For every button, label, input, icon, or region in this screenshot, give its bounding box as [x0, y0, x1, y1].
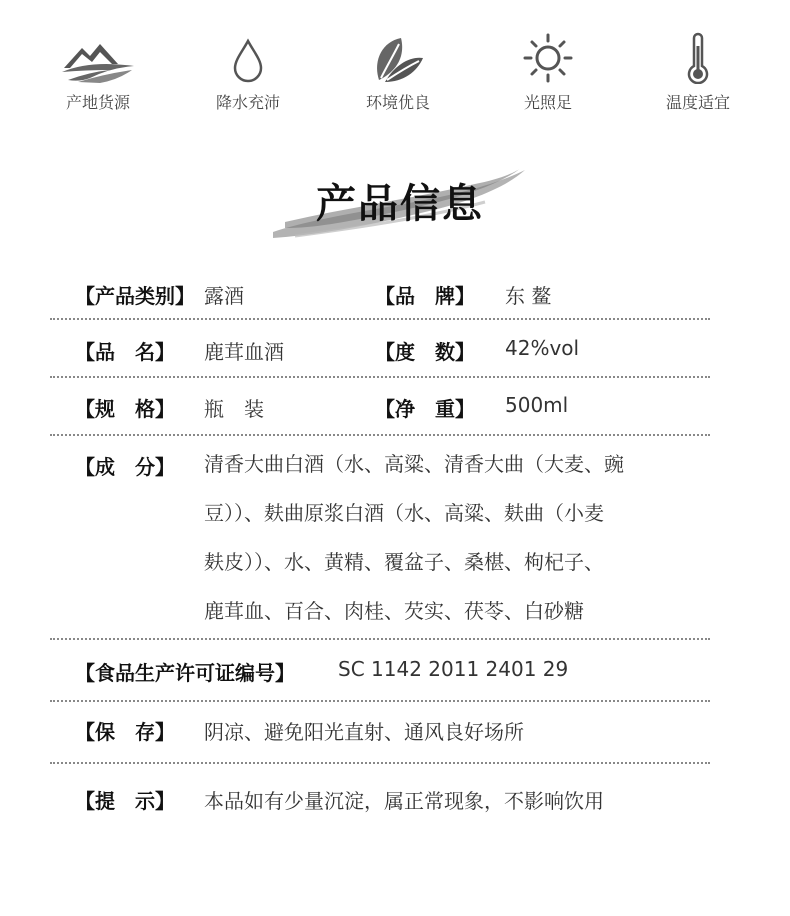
mountain-icon — [60, 38, 136, 84]
feature-icons-row — [0, 30, 790, 120]
brand-label: 【品 牌】 — [375, 284, 475, 308]
feature-label: 光照足 — [523, 93, 572, 112]
degree-value: 42%vol — [505, 336, 580, 360]
storage-label: 【保 存】 — [75, 720, 175, 744]
name-label: 【品 名】 — [75, 340, 175, 364]
license-value: SC 1142 2011 2401 29 — [338, 657, 569, 681]
ingredients-line: 鹿茸血、百合、肉桂、芡实、茯苓、白砂糖 — [204, 599, 584, 623]
ingredients-line: 清香大曲白酒（水、高粱、清香大曲（大麦、豌 — [204, 452, 624, 476]
feature-origin — [33, 30, 163, 113]
category-value: 露酒 — [204, 284, 244, 308]
notice-value: 本品如有少量沉淀，属正常现象，不影响饮用 — [204, 789, 604, 813]
feature-label: 环境优良 — [365, 93, 430, 112]
feature-label: 降水充沛 — [215, 93, 280, 112]
storage-value: 阴凉、避免阳光直射、通风良好场所 — [204, 720, 524, 744]
sun-icon — [522, 32, 574, 84]
dotted-divider — [50, 318, 710, 320]
dotted-divider — [50, 700, 710, 702]
feature-temperature — [633, 30, 763, 113]
feature-label: 产地货源 — [65, 93, 130, 112]
ingredients-value — [204, 440, 704, 636]
brand-value: 东 鳌 — [505, 284, 552, 308]
package-value: 瓶 装 — [204, 397, 264, 421]
thermometer-icon — [686, 32, 710, 84]
degree-label: 【度 数】 — [375, 340, 475, 364]
weight-value: 500ml — [505, 393, 569, 417]
notice-label: 【提 示】 — [75, 789, 175, 813]
dotted-divider — [50, 762, 710, 764]
ingredients-label: 【成 分】 — [75, 455, 175, 479]
name-value: 鹿茸血酒 — [204, 340, 284, 364]
category-label: 【产品类别】 — [75, 284, 195, 308]
dotted-divider — [50, 376, 710, 378]
dotted-divider — [50, 638, 710, 640]
feature-environment — [333, 30, 463, 113]
ingredients-line: 麸皮））、水、黄精、覆盆子、桑椹、枸杞子、 — [204, 550, 604, 574]
leaf-icon — [371, 34, 425, 84]
water-drop-icon — [230, 38, 266, 84]
feature-rainfall — [183, 30, 313, 113]
weight-label: 【净 重】 — [375, 397, 475, 421]
feature-label: 温度适宜 — [665, 93, 730, 112]
ingredients-line: 豆））、麸曲原浆白酒（水、高粱、麸曲（小麦 — [204, 501, 604, 525]
section-title: 产品信息 — [316, 181, 484, 227]
license-label: 【食品生产许可证编号】 — [75, 661, 295, 685]
package-label: 【规 格】 — [75, 397, 175, 421]
feature-sunshine — [483, 30, 613, 113]
dotted-divider — [50, 434, 710, 436]
section-title-block — [255, 158, 545, 248]
